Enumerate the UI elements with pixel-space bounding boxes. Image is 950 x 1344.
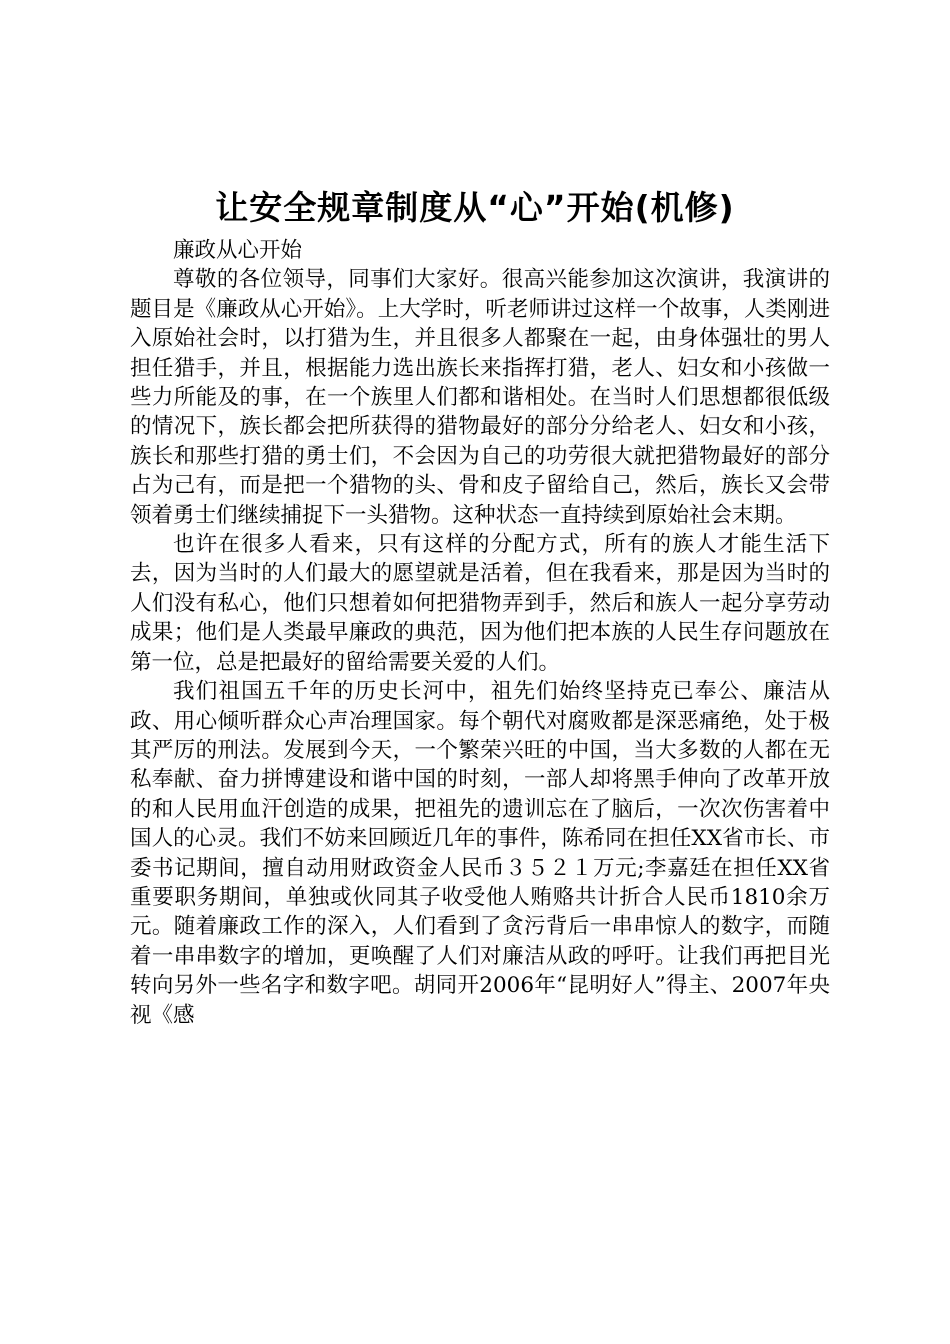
paragraph: 廉政从心开始 bbox=[173, 238, 303, 263]
document-body bbox=[130, 236, 830, 1030]
document-title: 让安全规章制度从“心”开始(机修) bbox=[215, 188, 735, 227]
paragraph: 尊敬的各位领导，同事们大家好。很高兴能参加这次演讲，我演讲的题目是《廉政从心开始》。上大学时，听老师讲过这样一个故事，人类刚进入原始社会时，以打猎为生，并且很多人都聚在一起，由身体强壮的男人担任猎手，并且，根据能力选出族长来指挥打猎，老人、妇女和小孩做一些力所能及的事，在一个族里人们都和谐相处。在当时人们思想都很低级的情况下，族长都会把所获得的猎物最好的部分分给老人、妇女和小孩，族长和那些打猎的勇士们，不会因为自己的功劳很大就把猎物最好的部分占为己有，而是把一个猎物的头、骨和皮子留给自己，然后，族长又会带领着勇士们继续捕捉下一头猎物。这种状态一直持续到原始社会末期。 bbox=[130, 267, 830, 528]
paragraph: 也许在很多人看来，只有这样的分配方式，所有的族人才能生活下去，因为当时的人们最大的愿望就是活着，但在我看来，那是因为当时的人们没有私心，他们只想着如何把猎物弄到手，然后和族人一起分享劳动成果；他们是人类最早廉政的典范，因为他们把本族的人民生存问题放在第一位，总是把最好的留给需要关爱的人们。 bbox=[130, 532, 830, 675]
paragraph: 我们祖国五千年的历史长河中，祖先们始终坚持克已奉公、廉洁从政、用心倾听群众心声冶理国家。每个朝代对腐败都是深恶痛绝，处于极其严厉的刑法。发展到今天，一个繁荣兴旺的中国，当大多数的人都在无私奉献、奋力拼博建设和谐中国的时刻，一部人却将黑手伸向了改革开放的和人民用血汗创造的成果，把祖先的遗训忘在了脑后，一次次伤害着中国人的心灵。我们不妨来回顾近几年的事件，陈希同在担任XX省市长、市委书记期间，擅自动用财政资金人民币３５２１万元;李嘉廷在担任XX省重要职务期间，单独或伙同其子收受他人贿赂共计折合人民币1810余万元。随着廉政工作的深入，人们看到了贪污背后一串串惊人的数字，而随着一串串数字的增加，更唤醒了人们对廉洁从政的呼吁。让我们再把目光转向另外一些名字和数字吧。胡同开2006年“昆明好人”得主、2007年央视《感 bbox=[130, 679, 830, 1028]
